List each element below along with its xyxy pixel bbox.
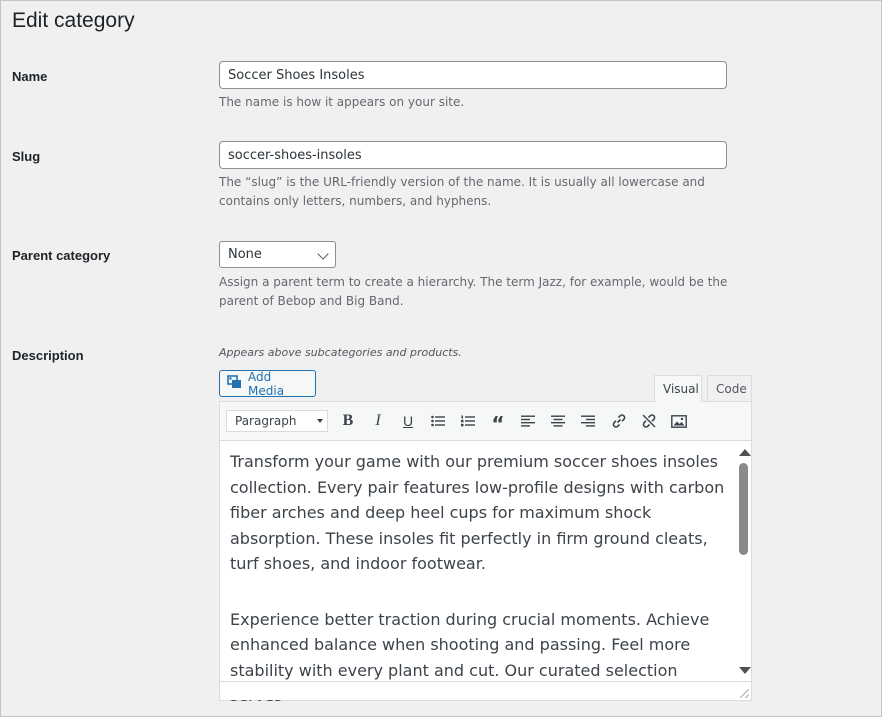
description-paragraph: Transform your game with our premium soccer shoes insoles collection. Every pair features low-profile designs with carbon fiber arches and deep heel cups for maximum shock absorption. These insoles fit perfectly in firm ground cleats, turf shoes, and indoor footwear. — [230, 452, 725, 573]
description-paragraph: Experience better traction during crucial moments. Achieve enhanced balance when shooting and passing. Feel more stability with every plant and cut. Our curated selection — [230, 609, 710, 680]
underline-icon[interactable]: U — [402, 413, 414, 429]
page-title: Edit category — [12, 9, 135, 32]
bullet-list-icon[interactable] — [427, 410, 449, 432]
name-label: Name — [12, 69, 48, 84]
scrollbar-thumb[interactable] — [739, 463, 748, 555]
align-left-icon[interactable] — [517, 410, 539, 432]
blockquote-icon[interactable]: “ — [491, 412, 505, 436]
name-help: The name is how it appears on your site. — [219, 95, 465, 109]
slug-label: Slug — [12, 149, 41, 164]
scroll-up-arrow-icon[interactable] — [739, 449, 751, 456]
format-select[interactable] — [226, 410, 328, 432]
numbered-list-icon[interactable] — [457, 410, 479, 432]
caret-down-icon — [317, 419, 323, 423]
parent-category-select[interactable] — [219, 241, 336, 268]
scroll-down-arrow-icon[interactable] — [739, 667, 751, 674]
description-hint: Appears above subcategories and products. — [219, 346, 462, 359]
parent-category-help: Assign a parent term to create a hierarchy. The term Jazz, for example, would be the parent of Bebop and Big Band. — [219, 275, 728, 308]
name-field[interactable] — [219, 61, 727, 89]
chevron-down-icon — [317, 248, 328, 259]
parent-category-value: None — [228, 247, 262, 262]
add-media-label: Add Media — [248, 369, 285, 398]
description-editor — [219, 401, 752, 701]
description-label: Description — [12, 348, 84, 363]
align-right-icon[interactable] — [577, 410, 599, 432]
add-media-icon — [227, 375, 243, 392]
parent-category-label: Parent category — [12, 248, 111, 263]
slug-help: The “slug” is the URL-friendly version of the name. It is usually all lowercase and contains only letters, numbers, and hyphens. — [219, 175, 705, 208]
unlink-icon[interactable] — [638, 410, 660, 432]
tab-visual[interactable]: Visual — [654, 375, 702, 402]
bold-icon[interactable]: B — [342, 412, 354, 429]
editor-scrollbar[interactable] — [735, 441, 751, 682]
italic-icon[interactable]: I — [375, 412, 381, 429]
slug-field[interactable] — [219, 141, 727, 169]
align-center-icon[interactable] — [547, 410, 569, 432]
resize-handle-icon[interactable] — [740, 689, 749, 698]
format-select-value: Paragraph — [235, 414, 297, 428]
tab-code[interactable]: Code — [707, 375, 752, 402]
image-icon[interactable] — [668, 410, 690, 432]
editor-toolbar — [220, 402, 751, 441]
editor-statusbar — [220, 681, 751, 700]
add-media-button[interactable] — [219, 370, 316, 397]
link-icon[interactable] — [608, 410, 630, 432]
editor-content[interactable] — [220, 441, 735, 682]
